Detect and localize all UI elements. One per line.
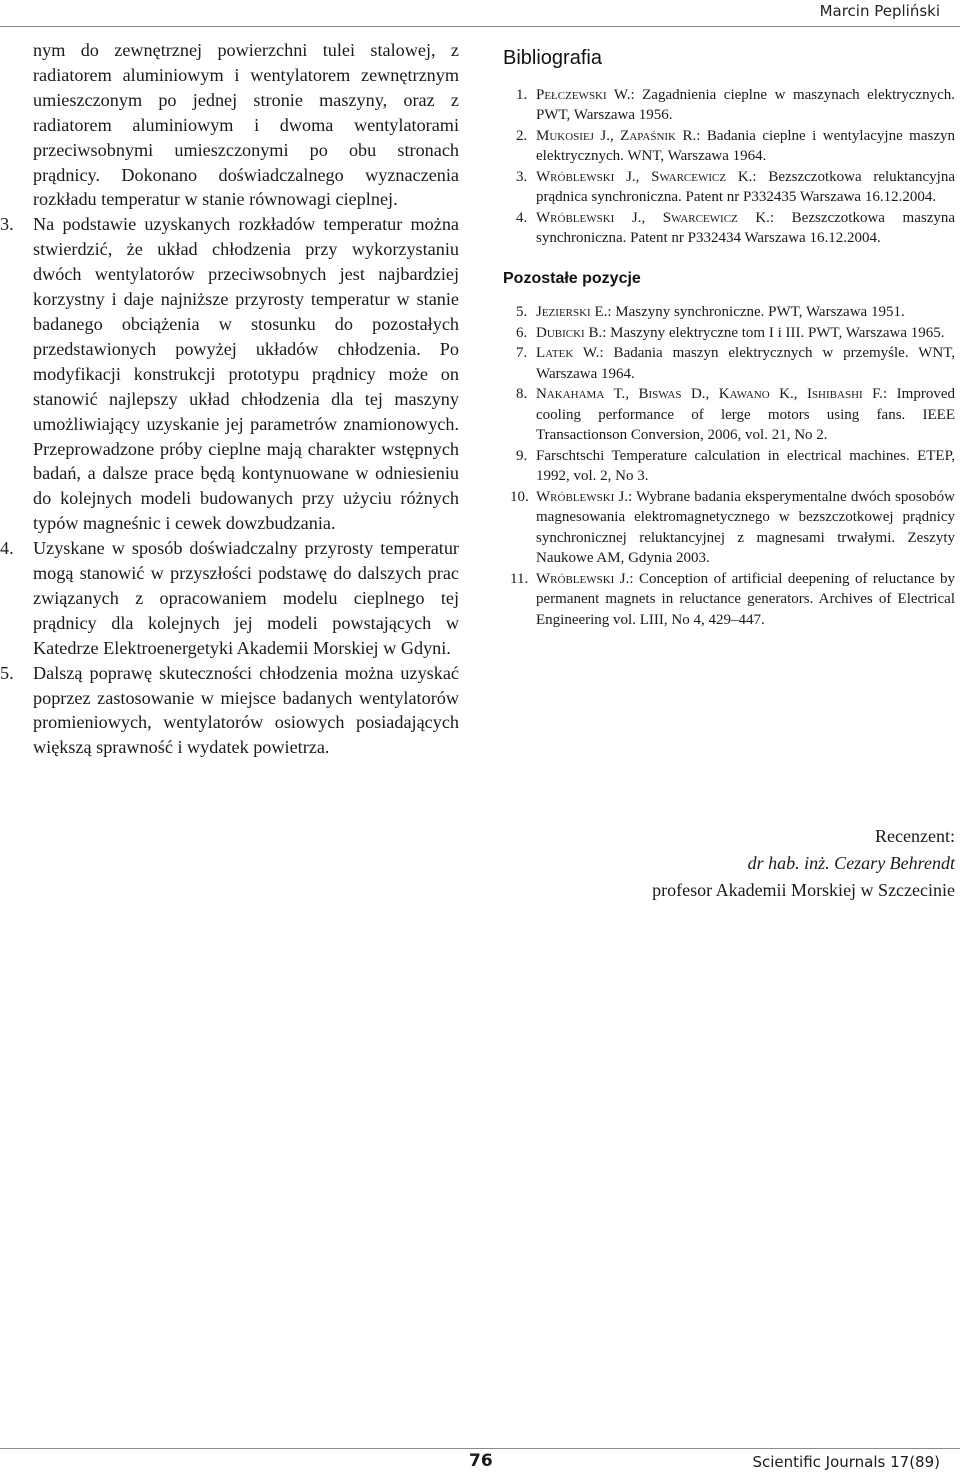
reference-item [503, 487, 955, 569]
reference-authors: Wróblewski J., Swarcewicz K. [536, 168, 753, 185]
reference-authors: Mukosiej J., Zapaśnik R. [536, 127, 697, 144]
running-header-author: Marcin Pepliński [819, 2, 940, 20]
continued-paragraph: nym do zewnętrznej powierzchni tulei stalowej, z radiatorem aluminiowym i wentylatorem zewnętrznym umieszczonym po jednej stronie maszyny, oraz z radiatorem aluminiowym i dwoma wentylatorami przeciwsobnymi umieszczonymi po obu stronach prądnicy. Dokonano doświadczalnego wyznaczenia rozkładu temperatur w stanie równowagi cieplnej. [33, 40, 459, 210]
conclusion-item-5 [0, 661, 459, 761]
reference-number: 9. [516, 447, 528, 464]
reference-number: 8. [516, 386, 528, 402]
reference-number: 7. [516, 345, 528, 361]
reference-text: : Bezszczotkowa reluktancyjna prądnica synchroniczna. Patent nr P332435 Warszawa 16.12.2004. [536, 168, 955, 205]
header-rule [0, 26, 960, 27]
reference-text: : Wybrane badania eksperymentalne dwóch sposobów magnesowania elektromagnetycznego w bezszczotkowej prądnicy synchronicznej reluktancyjnej z magnesami trwałymi. Zeszyty Naukowe AM, Gdynia 2003. [536, 488, 955, 566]
reference-item [503, 323, 955, 344]
right-column [503, 48, 955, 630]
reference-text: : Zagadnienia cieplne w maszynach elektrycznych. PWT, Warszawa 1956. [536, 86, 955, 123]
reference-item [503, 167, 955, 208]
reviewer-block [560, 823, 955, 904]
reference-number: 5. [516, 304, 528, 320]
reference-text: : Badania maszyn elektrycznych w przemyśle. WNT, Warszawa 1964. [536, 345, 956, 382]
reference-item [503, 208, 955, 249]
reference-authors: Wróblewski J., Swarcewicz K. [536, 209, 770, 226]
reference-text: : Conception of artificial deepening of reluctance by permanent magnets in reluctance generators. Archives of Electrical Engineering vol. LIII, No 4, 429–447. [536, 570, 955, 628]
reference-authors: Wróblewski J. [536, 570, 630, 587]
reference-text: : Maszyny synchroniczne. PWT, Warszawa 1951. [607, 304, 905, 320]
bibliography-list [503, 85, 955, 249]
other-references-heading: Pozostałe pozycje [503, 269, 641, 287]
reviewer-position: profesor Akademii Morskiej w Szczecinie [652, 880, 955, 900]
reference-text: Farschtschi Temperature calculation in electrical machines. ETEP, 1992, vol. 2, No 3. [536, 447, 955, 484]
reference-number: 10. [510, 488, 529, 505]
conclusion-text: Dalszą poprawę skuteczności chłodzenia można uzyskać poprzez zastosowanie w miejsce badanych wentylatorów promieniowych, wentylatorów osiowych posiadających większą sprawność i wydatek powietrza. [33, 662, 459, 758]
reference-item [503, 446, 955, 487]
reference-item [503, 85, 955, 126]
reference-text: : Bezszczotkowa maszyna synchroniczna. Patent nr P332434 Warszawa 16.12.2004. [536, 209, 956, 246]
reference-text: : Badania cieplne i wentylacyjne maszyn elektrycznych. WNT, Warszawa 1964. [536, 127, 955, 164]
footer-rule [0, 1448, 960, 1449]
reference-authors: Wróblewski J. [536, 488, 629, 505]
reference-item [503, 384, 955, 446]
conclusion-text: Na podstawie uzyskanych rozkładów temperatur można stwierdzić, że układ chłodzenia przy wykorzystaniu dwóch wentylatorów przeciwsobnych jest najbardziej korzystny i daje najniższe przyrosty temperatur w stanie badanego obciążenia w stosunku do pozostałych przedstawionych powyżej układów chłodzenia. Po modyfikacji konstrukcji prototypu prądnicy może on stanowić najlepszy układ chłodzenia dla tej maszyny umożliwiający uzyskanie jej parametrów znamionowych. Przeprowadzone próby cieplne mają charakter wstępnych badań, a dalsze prace będą kontynuowane w odniesieniu do kolejnych modeli budowanych przy użyciu różnych typów magneśnic i cewek dowzbudzania. [33, 214, 459, 534]
reference-number: 2. [516, 127, 528, 144]
conclusion-item-4 [0, 536, 459, 661]
reference-authors: Dubicki B. [536, 324, 603, 341]
reference-text: : Improved cooling performance of lerge motors using fans. IEEE Transactionson Conversion, 2006, vol. 21, No 2. [536, 386, 955, 443]
reference-number: 11. [510, 570, 529, 587]
reference-authors: Nakahama T., Biswas D., Kawano K., Ishibashi F. [536, 386, 884, 402]
reference-item [503, 343, 955, 384]
reference-number: 3. [516, 168, 528, 185]
reviewer-name: dr hab. inż. Cezary Behrendt [747, 853, 955, 873]
reference-item [503, 302, 955, 323]
reference-text: : Maszyny elektryczne tom I i III. PWT, Warszawa 1965. [602, 324, 945, 341]
conclusion-number: 5. [0, 662, 14, 683]
reference-number: 1. [516, 86, 528, 103]
reference-authors: Jezierski E. [536, 304, 608, 320]
reference-authors: Latek W. [536, 345, 600, 361]
reference-number: 4. [516, 209, 528, 226]
conclusion-text: Uzyskane w sposób doświadczalny przyrosty temperatur mogą stanowić w przyszłości podstawę do dalszych prac związanych z opracowaniem modelu cieplnego tej prądnicy dla kolejnych jej modeli powstających w Katedrze Elektroenergetyki Akademii Morskiej w Gdyni. [33, 538, 459, 658]
page-number: 76 [469, 1451, 493, 1471]
left-column [0, 38, 459, 760]
bibliography-heading: Bibliografia [503, 47, 602, 69]
reference-number: 6. [516, 324, 528, 341]
journal-name: Scientific Journals 17(89) [752, 1453, 940, 1471]
conclusion-number: 3. [0, 214, 14, 235]
conclusion-number: 4. [0, 538, 14, 559]
conclusion-item-3 [0, 212, 459, 536]
reference-item [503, 126, 955, 167]
other-references-list [503, 302, 955, 630]
reference-item [503, 569, 955, 631]
reviewer-label: Recenzent: [875, 826, 955, 846]
reference-authors: Pełczewski W. [536, 86, 631, 103]
